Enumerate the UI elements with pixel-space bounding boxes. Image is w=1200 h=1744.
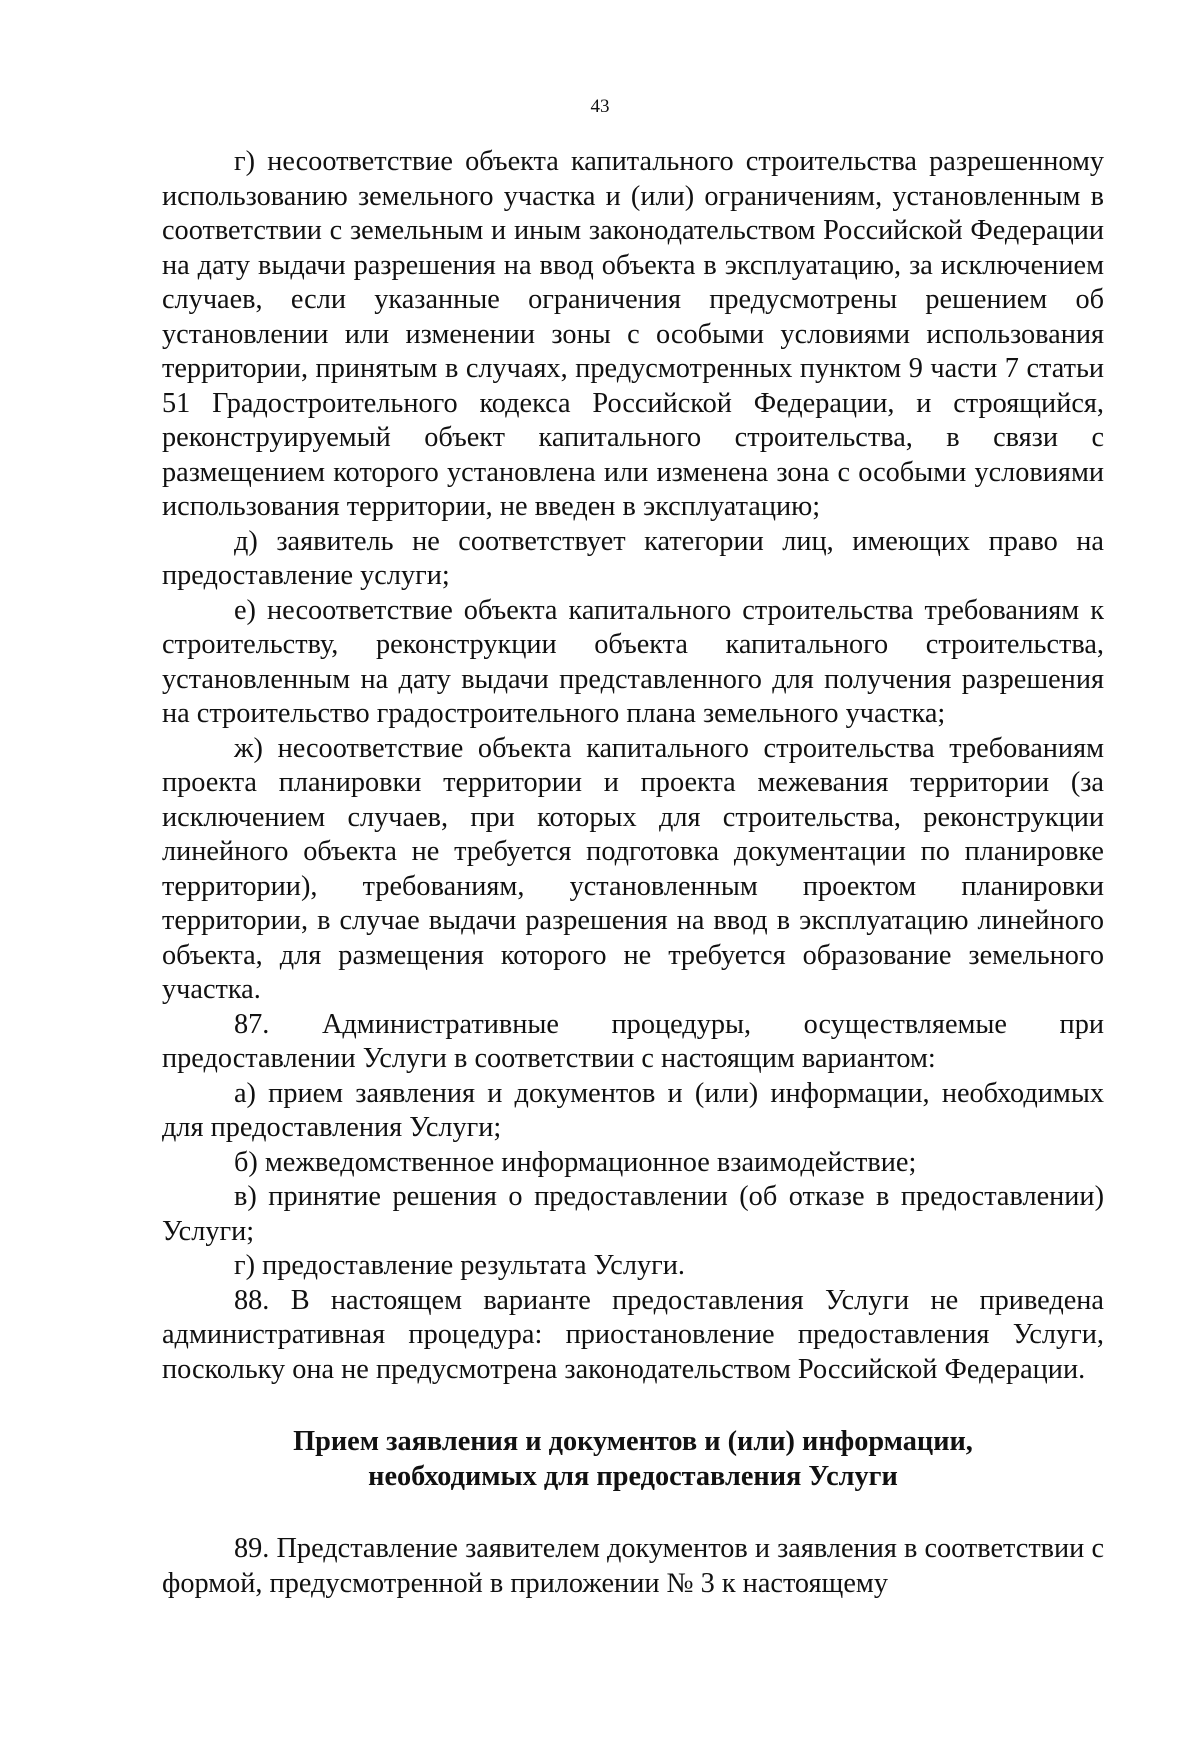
paragraph-g-noncompliance: г) несоответствие объекта капитального строительства разрешенному использованию земельного участка и (или) ограничениям, установленным в соответствии с земельным и иным законодательством Российской Федерации на дату выдачи разрешения на ввод объекта в эксплуатацию, за исключением случаев, если указанные ограничения предусмотрены решением об установлении или изменении зоны с особыми условиями использования территории, принятым в случаях, предусмотренных пунктом 9 части 7 статьи 51 Градостроительного кодекса Российской Федерации, и строящийся, реконструируемый объект капитального строительства, в связи с размещением которого установлена или изменена зона с особыми условиями использования территории, не введен в эксплуатацию; bbox=[162, 146, 1104, 522]
paragraph-zh-linear-object: ж) несоответствие объекта капитального строительства требованиям проекта планировки территории и проекта межевания территории (за исключением случаев, при которых для строительства, реконструкции линейного объекта не требуется подготовка документации по планировке территории), требованиям, установленным проектом планировки территории, в случае выдачи разрешения на ввод в эксплуатацию линейного объекта, для размещения которого не требуется образование земельного участка. bbox=[162, 732, 1104, 1005]
paragraph-e-construction: е) несоответствие объекта капитального строительства требованиям к строительству, реконструкции объекта капитального строительства, установленным на дату выдачи представленного для получения разрешения на строительство градостроительного плана земельного участка; bbox=[162, 594, 1104, 729]
paragraph-89: 89. Представление заявителем документов и заявления в соответствии с формой, предусмотренной в приложении № 3 к настоящему bbox=[162, 1533, 1104, 1599]
paragraph-87-a: а) прием заявления и документов и (или) информации, необходимых для предоставления Услуги; bbox=[162, 1077, 1104, 1143]
section-heading bbox=[162, 1425, 1104, 1494]
paragraph-87-v: в) принятие решения о предоставлении (об отказе в предоставлении) Услуги; bbox=[162, 1181, 1104, 1247]
page-number: 43 bbox=[590, 96, 610, 117]
paragraph-87: 87. Административные процедуры, осуществляемые при предоставлении Услуги в соответствии с настоящим вариантом: bbox=[162, 1008, 1104, 1074]
section-heading-line-2: необходимых для предоставления Услуги bbox=[368, 1460, 898, 1492]
paragraph-d-applicant: д) заявитель не соответствует категории лиц, имеющих право на предоставление услуги; bbox=[162, 525, 1104, 591]
paragraph-87-g: г) предоставление результата Услуги. bbox=[234, 1250, 685, 1281]
paragraph-87-b: б) межведомственное информационное взаимодействие; bbox=[234, 1146, 917, 1178]
document-body bbox=[162, 145, 1104, 1601]
section-heading-line-1: Прием заявления и документов и (или) информации, bbox=[293, 1426, 973, 1457]
paragraph-88: 88. В настоящем варианте предоставления Услуги не приведена административная процедура: приостановление предоставления Услуги, поскольку она не предусмотрена законодательством Российской Федерации. bbox=[162, 1284, 1104, 1385]
